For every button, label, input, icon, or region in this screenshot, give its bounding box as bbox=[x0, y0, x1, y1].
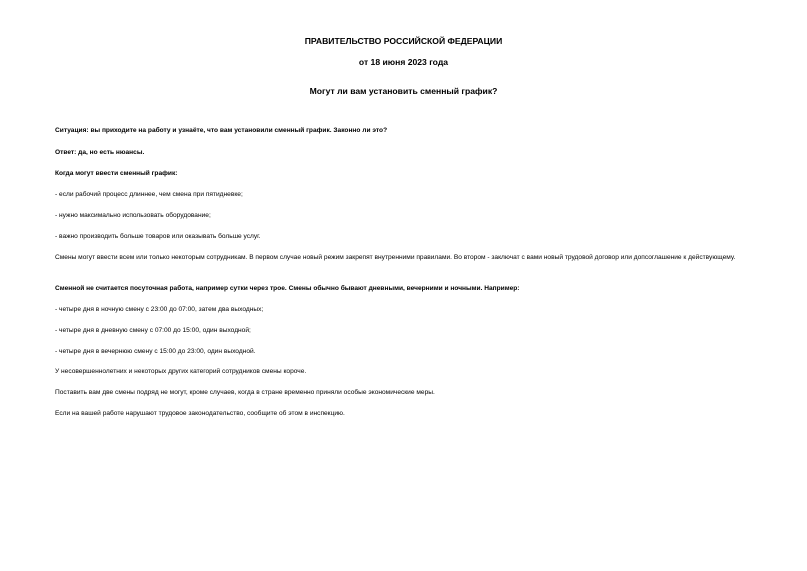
example-item: - четыре дня в вечернюю смену с 15:00 до 23:00, один выходной. bbox=[55, 348, 256, 355]
double-shift-paragraph: Поставить вам две смены подряд не могут, кроме случаев, когда в стране временно приняли особые экономические меры. bbox=[55, 389, 435, 396]
who-paragraph: Смены могут ввести всем или только некоторым сотрудникам. В первом случае новый режим закрепят внутренними правилами. Во втором - заключат с вами новый трудовой договор или допсоглашение к действующему. bbox=[55, 254, 736, 261]
example-item: - четыре дня в дневную смену с 07:00 до 15:00, один выходной; bbox=[55, 327, 251, 334]
when-item: - важно производить больше товаров или оказывать больше услуг. bbox=[55, 233, 261, 240]
shift-note-paragraph: Сменной не считается посуточная работа, например сутки через трое. Смены обычно бывают дневными, вечерними и ночными. Например: bbox=[55, 285, 520, 292]
document-organization: ПРАВИТЕЛЬСТВО РОССИЙСКОЙ ФЕДЕРАЦИИ bbox=[304, 36, 503, 46]
minors-paragraph: У несовершеннолетних и некоторых других категорий сотрудников смены короче. bbox=[55, 368, 307, 375]
when-item: - если рабочий процесс длиннее, чем смена при пятидневке; bbox=[55, 191, 243, 198]
violation-paragraph: Если на вашей работе нарушают трудовое законодательство, сообщите об этом в инспекцию. bbox=[55, 410, 345, 417]
situation-paragraph: Ситуация: вы приходите на работу и узнаёте, что вам установили сменный график. Законно ли это? bbox=[55, 127, 388, 134]
when-heading: Когда могут ввести сменный график: bbox=[55, 170, 178, 177]
answer-paragraph: Ответ: да, но есть нюансы. bbox=[55, 149, 145, 156]
when-item: - нужно максимально использовать оборудование; bbox=[55, 212, 211, 219]
document-date: от 18 июня 2023 года bbox=[358, 57, 449, 67]
example-item: - четыре дня в ночную смену с 23:00 до 07:00, затем два выходных; bbox=[55, 306, 264, 313]
document-title: Могут ли вам установить сменный график? bbox=[309, 86, 498, 96]
